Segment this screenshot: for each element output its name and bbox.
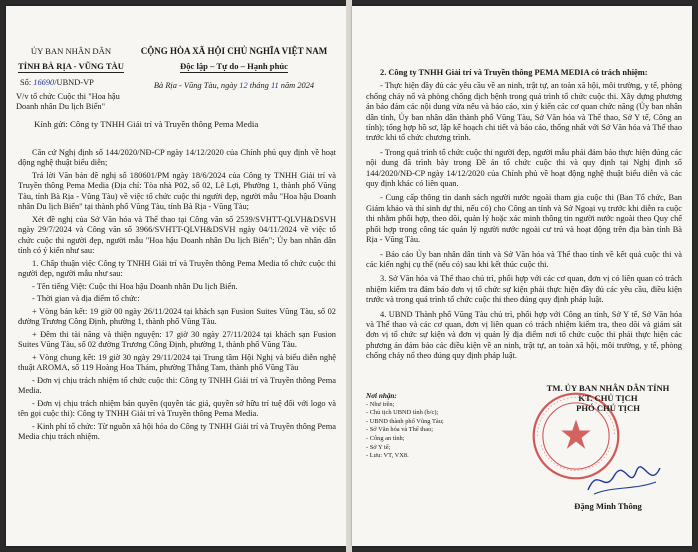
document-number [20, 78, 94, 87]
doc-number-suffix: /UBND-VP [54, 78, 94, 87]
document-date [134, 81, 334, 90]
body-paragraph: 1. Chấp thuận việc Công ty TNHH Giải trí và Truyền thông Pema Media tổ chức cuộc thi người đẹp, người mẫu như sau: [18, 258, 336, 279]
body-paragraph: - Kinh phí tổ chức: Từ nguồn xã hội hóa do Công ty TNHH Giải trí và Truyền thông Pema Media chịu trách nhiệm. [18, 421, 336, 442]
body-paragraph: + Vòng chung kết: 19 giờ 30 ngày 29/11/2024 tại Trung tâm Hội Nghị và biểu diễn nghệ thuật AROMA, số 119 Hoàng Hoa Thám, phường Thắng Tam, thành phố Vũng Tàu [18, 352, 336, 373]
date-day-handwritten: 12 [239, 81, 248, 90]
body-paragraph: Xét đề nghị của Sở Văn hóa và Thể thao tại Công văn số 2539/SVHTT-QLVH&DSVH ngày 29/7/2024 và Công văn số 3966/SVHTT-QLVH&DSVH ngày 04/11/2024 về việc tổ chức cuộc thi người đẹp, người mẫu "Hoa hậu Doanh nhân Du lịch Biển"; Ủy ban nhân dân tỉnh có ý kiến như sau: [18, 214, 336, 256]
recipient-item: - Công an tỉnh; [366, 434, 405, 442]
addressee-line: Kính gửi: Công ty TNHH Giải trí và Truyền thông Pema Media [34, 119, 259, 129]
signature-position-1: KT. CHỦ TỊCH [578, 393, 638, 403]
body-paragraph: - Đơn vị chịu trách nhiệm tổ chức cuộc thi: Công ty TNHH Giải trí và Truyền thông Pema Media. [18, 375, 336, 396]
body-paragraph: - Thực hiện đầy đủ các yêu cầu về an ninh, trật tự, an toàn xã hội, môi trường, y tế, phòng chống cháy nổ và phòng chống dịch bệnh trong quá trình tổ chức cuộc thi. Xây dựng phương án bảo đảm các nội dung vừa nêu và báo cáo, xin ý kiến các cơ quan chức năng (Ủy ban nhân dân tỉnh, Ủy ban nhân dân thành phố Vũng Tàu, Sở Văn hóa và Thể thao, Sở Y tế, Công an tỉnh); tổng hợp hồ sơ, lập kế hoạch chi tiết và báo cáo, thống nhất với Sở Văn hóa và Thể thao trước khi tổ chức chương trình. [366, 81, 682, 143]
body-paragraph: - Báo cáo Ủy ban nhân dân tỉnh và Sở Văn hóa và Thể thao tỉnh về kết quả cuộc thi và các kiến nghị cụ thể (nếu có) sau khi kết thúc cuộc thi. [366, 249, 682, 269]
signature-authority: TM. ỦY BAN NHÂN DÂN TỈNH [546, 383, 670, 393]
document-body-left [18, 148, 336, 445]
date-prefix: Bà Rịa - Vũng Tàu, ngày [153, 81, 238, 90]
recipient-item: - Sở Y tế; [366, 443, 391, 451]
body-paragraph: - Tên tiếng Việt: Cuộc thi Hoa hậu Doanh nhân Du lịch Biển. [32, 281, 238, 291]
doc-number-handwritten: 16690 [33, 78, 55, 87]
issuing-authority-header [16, 46, 126, 74]
national-title: CỘNG HÒA XÃ HỘI CHỦ NGHĨA VIỆT NAM [140, 46, 328, 56]
document-page-left [6, 6, 346, 546]
recipients-list [366, 392, 496, 461]
signature-block [528, 383, 688, 511]
date-month-handwritten: 11 [270, 81, 279, 90]
document-page-right [352, 6, 692, 546]
document-body-right [366, 68, 682, 366]
recipient-item: - Như trên; [366, 400, 395, 408]
body-paragraph: Trả lời Văn bản đề nghị số 180601/PM ngày 18/6/2024 của Công ty TNHH Giải trí và Truyền thông Pema Media (Địa chỉ: Tòa nhà P02, số 02, Lê Lợi, Phường 1, thành phố Vũng Tàu, tỉnh Bà Rịa - Vũng Tàu) về việc tổ chức cuộc thi người đẹp, người mẫu "Hoa hậu Doanh nhân Du lịch Biển" tại thành phố Vũng Tàu, tỉnh Bà Rịa - Vũng Tàu; [18, 171, 336, 212]
authority-name-line1: ỦY BAN NHÂN DÂN [30, 46, 112, 56]
section-heading: 2. Công ty TNHH Giải trí và Truyền thông PEMA MEDIA có trách nhiệm: [380, 68, 648, 77]
date-month-label: tháng [249, 81, 269, 90]
document-subject: V/v tổ chức Cuộc thi "Hoa hậu Doanh nhân Du lịch Biển" [16, 92, 120, 111]
recipients-title: Nơi nhận: [366, 392, 397, 400]
recipient-item: - Chủ tịch UBND tỉnh (b/c); [366, 409, 439, 417]
body-paragraph: Căn cứ Nghị định số 144/2020/NĐ-CP ngày 14/12/2020 của Chính phủ quy định về hoạt động nghệ thuật biểu diễn; [18, 148, 336, 168]
authority-name-line2: TỈNH BÀ RỊA - VŨNG TÀU [18, 61, 124, 71]
date-year: năm 2024 [280, 81, 315, 90]
recipient-item: - Lưu: VT, VX8. [366, 452, 409, 460]
doc-number-prefix: Số: [20, 78, 32, 87]
recipient-item: - UBND thành phố Vũng Tàu; [366, 417, 444, 425]
body-paragraph: + Đêm thi tài năng và thiện nguyện: 17 giờ 30 ngày 27/11/2024 tại khách sạn Fusion Suites Vũng Tàu, số 02 đường Trương Công Định, phường 1, thành phố Vũng Tàu. [18, 329, 336, 350]
national-header [134, 46, 334, 74]
signer-name: Đặng Minh Thông [574, 501, 642, 511]
recipient-item: - Sở Văn hóa và Thể thao; [366, 426, 434, 434]
body-paragraph: - Đơn vị chịu trách nhiệm bản quyền (quyền tác giả, quyền sở hữu trí tuệ đối với logo và tên gọi cuộc thi): Công ty TNHH Giải trí và Truyền thông Pema Media. [18, 398, 336, 419]
body-paragraph: - Cung cấp thông tin danh sách người nước ngoài tham gia cuộc thi (Ban Tổ chức, Ban Giám khảo và thí sinh dự thi, nếu có) cho Công an tỉnh và Sở Ngoại vụ trước khi diễn ra cuộc thi nhằm phối hợp, theo dõi, quản lý hoặc xác minh thông tin người nước ngoài theo Quy chế phối hợp trong công tác quản lý người nước ngoài cư trú và hoạt động trên địa bàn tỉnh Bà Rịa - Vũng Tàu. [366, 193, 682, 245]
body-paragraph: - Thời gian và địa điểm tổ chức: [32, 294, 140, 304]
body-paragraph: + Vòng bán kết: 19 giờ 00 ngày 26/11/2024 tại khách sạn Fusion Suites Vũng Tàu, số 02 đường Trương Công Định, phường 1, thành phố Vũng Tàu. [18, 306, 336, 327]
body-paragraph: - Trong quá trình tổ chức cuộc thi người đẹp, người mẫu phải đảm bảo thực hiện đúng các nội dung đã trình bày trong Đề án tổ chức cuộc thi và quy định tại Nghị định số 144/2020/NĐ-CP ngày 14/12/2020 của Chính phủ về hoạt động nghệ thuật biểu diễn và các quy định khác có liên quan. [366, 147, 682, 189]
national-motto: Độc lập – Tự do – Hạnh phúc [180, 61, 288, 71]
body-paragraph: 4. UBND Thành phố Vũng Tàu chủ trì, phối hợp với Công an tỉnh, Sở Y tế, Sở Văn hóa và Thể thao và các cơ quan, đơn vị liên quan có trách nhiệm kiểm tra, theo dõi và giám sát đơn vị tổ chức sự kiện và đơn vị quản lý địa điểm nơi tổ chức cuộc thi phải thực hiện các phương án đảm bảo các điều kiện về an ninh, trật tự, an toàn xã hội, môi trường, y tế, phòng chống cháy nổ theo đúng quy định pháp luật. [366, 309, 682, 361]
handwritten-signature [584, 460, 664, 500]
signature-position-2: PHÓ CHỦ TỊCH [576, 403, 640, 413]
body-paragraph: 3. Sở Văn hóa và Thể thao chủ trì, phối hợp với các cơ quan, đơn vị có liên quan có trách nhiệm kiểm tra đảm bảo đơn vị tổ chức sự kiện phải thực hiện đầy đủ các yêu cầu, điều kiện trước và trong quá trình tổ chức cuộc thi theo đúng quy định pháp luật. [366, 274, 682, 305]
